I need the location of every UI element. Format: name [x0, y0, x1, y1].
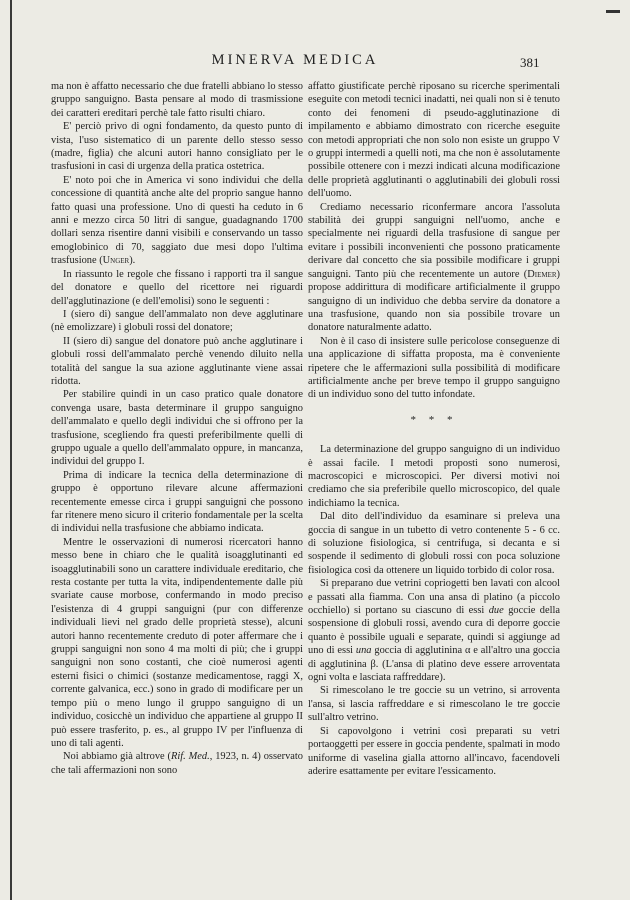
- running-header-title: MINERVA MEDICA: [211, 52, 379, 68]
- binding-edge: [10, 0, 12, 900]
- section-separator: * * *: [410, 413, 458, 426]
- paragraph-text: ).: [129, 255, 136, 267]
- paragraph-text: ) propose addirittura di modificare artificialmente il gruppo sanguigno di un individuo che debba servire da donatore a una trasfusione, quando non sia possibile trovare un donatore naturalmente adatto.: [308, 268, 560, 334]
- page-number: 381: [520, 55, 540, 70]
- paragraph-text: , 1923, n. 4) osservato che tali affermazioni non sono: [51, 751, 303, 776]
- citation: Rif. Med.: [171, 751, 210, 763]
- rule-item: I (siero di) sangue dell'ammalato non deve agglutinare (nè emolizzare) i globuli rossi del donatore;: [51, 308, 303, 334]
- paragraph: [308, 577, 560, 684]
- paragraph: E' perciò privo di ogni fondamento, da questo punto di vista, l'uso sistematico di un parente dello stesso sesso (madre, figlia) che alcuni autori hanno consigliato per le trasfusioni in casi di urgenza della pratica ostetrica.: [51, 121, 303, 173]
- right-column: [308, 80, 560, 778]
- paragraph: Per stabilire quindi in un caso pratico quale donatore convenga usare, basta determinare il gruppo sanguigno dell'ammalato e quello degli individui che si offrono per la trasfusione, scegliendo fra questi preferibilmente quelli di gruppo uguale a quello dell'ammalato oppure, in mancanza, individui del gruppo I.: [51, 389, 303, 468]
- paragraph: Mentre le osservazioni di numerosi ricercatori hanno messo bene in chiaro che le qualità isoagglutinanti ed isoagglutinabili sono un carattere individuale ereditario, che resta costante per tutta la vita, indipendentemente dalle più svariate cause morbose, confermando in modo preciso l'esistenza di 4 gruppi sanguigni (pur con differenze individuali lievi nel grado delle proprietà stesse), alcuni autori hanno recentemente creduto di poter affermare che i gruppi sanguigni non sono 4 ma molti di più; che i gruppi sanguigni non sono costanti, che cioè numerosi agenti esterni fisici o chimici (sostanze medicamentose, raggi X, corrente galvanica, ecc.) sono in grado di modificare per un tempo più o meno lungo il gruppo sanguigno di un individuo, cosicchè un individuo che appartiene al gruppo II può essere trasferito, p. es., al gruppo IV per l'influenza di uno di tali agenti.: [51, 536, 303, 749]
- author-name: Diemer: [527, 268, 557, 280]
- paragraph-text: goccia di agglutinina α e all'altro una goccia di agglutinina β. (L'ansa di platino deve essere arroventata ogni volta e lasciata raffreddare).: [308, 645, 560, 684]
- paragraph: [308, 201, 560, 335]
- paragraph: [51, 750, 303, 777]
- paragraph-text: E' noto poi che in America vi sono individui che della concessione di quantità anche alte del proprio sangue hanno fatto quasi una professione. Uno di questi ha ceduto in 6 anni e mezzo circa 50 litri di sangue, guadagnando 1700 dollari senza risentire danni visibili e conservando un tasso emoglobinico di 70, saggiato due mesi dopo l'ultima trasfusione (: [51, 174, 303, 267]
- paragraph-text: Si preparano due vetrini copriogetti ben lavati con alcool e passati alla fiamma. Con una ansa di platino (a piccolo occhiello) si portano su ciascuno di essi: [308, 578, 560, 617]
- rule-item: II (siero di) sangue del donatore può anche agglutinare i globuli rossi dell'ammalato perchè venendo diluito nella totalità del sangue la sua azione agglutinante viene assai ridotta.: [51, 335, 303, 387]
- paragraph: Si capovolgono i vetrini così preparati su vetri portaoggetti per essere in goccia pendente, spalmati in modo uniforme di vaselina gialla attorno all'incavo, facendoveli aderire esattamente per evitare l'essicamento.: [308, 725, 560, 777]
- paragraph: [51, 174, 303, 268]
- paragraph: Dal dito dell'individuo da esaminare si preleva una goccia di sangue in un tubetto di vetro contenente 5 - 6 cc. di soluzione fisiologica, si centrifuga, si decanta e si sospende il sedimento di globuli rossi con poca soluzione fisiologica così da ottenere un liquido torbido di color rosa.: [308, 511, 560, 576]
- paragraph: ma non è affatto necessario che due fratelli abbiano lo stesso gruppo sanguigno. Basta pensare al modo di trasmissione dei caratteri ereditari perchè tale fatto risulti chiaro.: [51, 81, 303, 119]
- paragraph-text: goccie della sospensione di globuli rossi, avendo cura di deporre goccie quanto è possibile uguali e separate, quindi si aggiunge ad uno di essi: [308, 605, 560, 657]
- paragraph-text: Crediamo necessario riconfermare ancora l'assoluta stabilità dei gruppi sanguigni nell'uomo, anche e specialmente nei riguardi della trasfusione di sangue per evitare i possibili inconvenienti che possono praticamente derivare dal concetto che sia possibile modificare i gruppi sanguigni. Tanto più che recentemente un autore (: [308, 201, 560, 280]
- paragraph-text: Noi abbiamo già altrove (: [63, 751, 171, 763]
- corner-mark: [606, 10, 620, 13]
- paragraph: La determinazione del gruppo sanguigno di un individuo è assai facile. I metodi proposti sono numerosi, macroscopici e microscopici. Per diversi motivi noi crediamo che sia preferibile quello microscopico, del quale indichiamo la tecnica.: [308, 444, 560, 509]
- emphasis: due: [488, 605, 504, 617]
- paragraph: Si rimescolano le tre goccie su un vetrino, si arroventa l'ansa, si lascia raffreddare e si rimescolano le tre goccie sull'altro vetrino.: [308, 685, 560, 724]
- paragraph: In riassunto le regole che fissano i rapporti tra il sangue del donatore e quello del ricettore nei riguardi dell'agglutinazione (e dell'emolisi) sono le seguenti :: [51, 268, 303, 307]
- paragraph: Non è il caso di insistere sulle pericolose conseguenze di una applicazione di siffatta proposta, ma è conveniente ripetere che le affermazioni sulla possibilità di modificare artificialmente anche per breve tempo il gruppo sanguigno di un individuo sono del tutto infondate.: [308, 335, 560, 401]
- paragraph: affatto giustificate perchè riposano su ricerche sperimentali eseguite con metodi tecnici inadatti, nei quali non si è tenuto conto dei fenomeni di pseudo-agglutinazione di impilamento e abbiamo dimostrato con ricerche eseguite con metodi appropriati che non solo non esiste un gruppo V o gruppi intermedi a quelli noti, ma che non è assolutamente possibile ottenere con i mezzi indicati alcuna modificazione delle proprietà agglutinanti o agglutinabili dei globuli rossi dell'uomo.: [308, 81, 560, 200]
- emphasis: una: [355, 645, 372, 657]
- paragraph: Prima di indicare la tecnica della determinazione di gruppo è opportuno rilevare alcune affermazioni recentemente emesse circa i gruppi sanguigni che possono far ritenere meno sicuro il criterio fondamentale per la scelta di individui nella trasfusione che abbiamo indicata.: [51, 469, 303, 535]
- left-column: [51, 80, 303, 777]
- author-name: Unger: [102, 255, 130, 267]
